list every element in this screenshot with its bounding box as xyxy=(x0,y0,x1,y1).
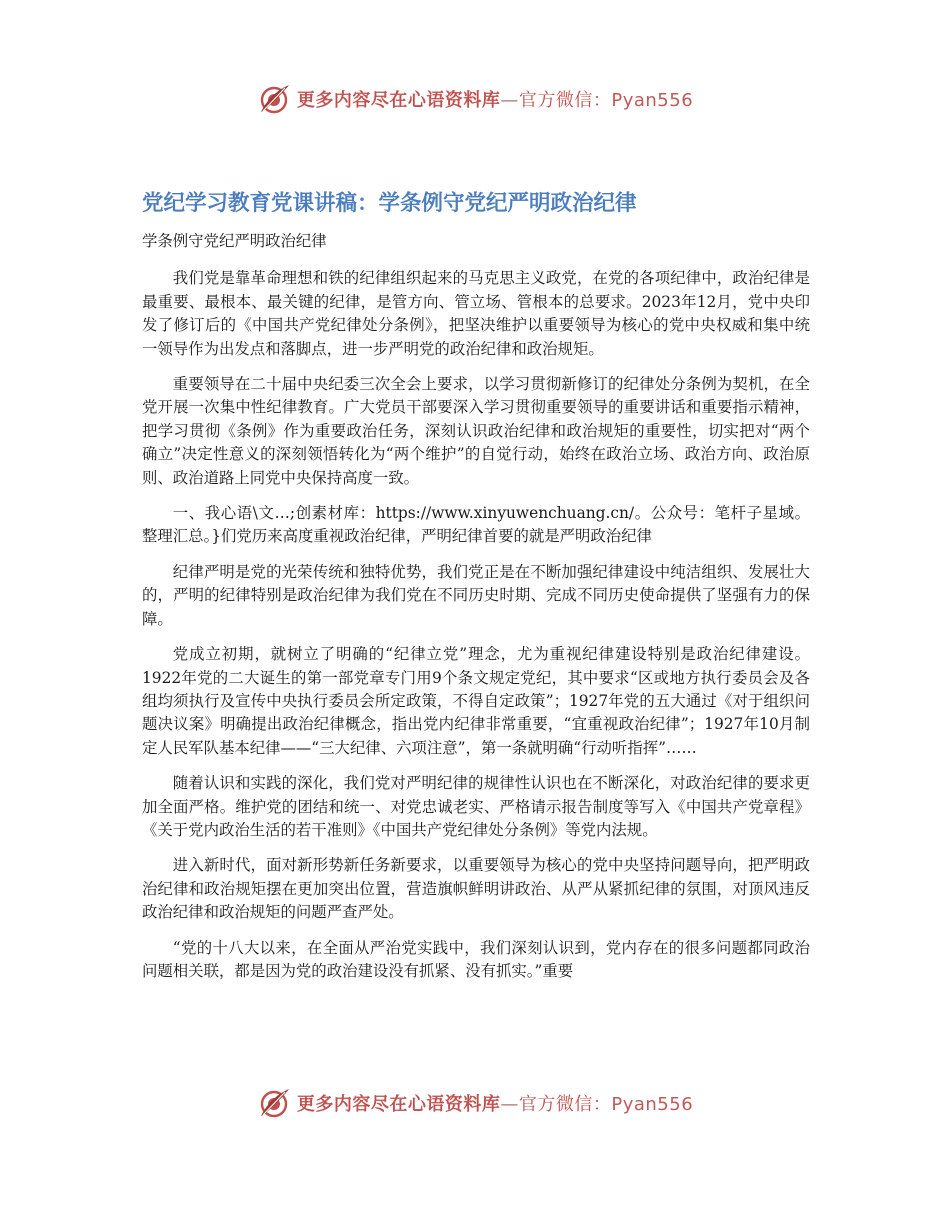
banner-dash: — xyxy=(500,90,519,111)
header-banner xyxy=(0,82,950,116)
footer-banner xyxy=(0,1086,950,1120)
document-title: 党纪学习教育党课讲稿：学条例守党纪严明政治纪律 xyxy=(142,191,637,216)
banner-wechat-label: 官方微信： xyxy=(518,1094,612,1115)
paragraph: “党的十八大以来，在全面从严治党实践中，我们深刻认识到，党内存在的很多问题都同政治问题相关联，都是因为党的政治建设没有抓紧、没有抓实。”重要 xyxy=(142,938,810,980)
document-body xyxy=(142,230,810,995)
paragraph: 随着认识和实践的深化，我们党对严明纪律的规律性认识也在不断深化，对政治纪律的要求更加全面严格。维护党的团结和统一、对党忠诚老实、严格请示报告制度等写入《中国共产党章程》《关于党内政治生活的若干准则》《中国共产党纪律处分条例》等党内法规。 xyxy=(142,774,810,839)
banner-wechat-label: 官方微信： xyxy=(518,90,612,111)
feather-pen-seal-icon xyxy=(257,82,291,116)
feather-pen-seal-icon xyxy=(257,1086,291,1120)
paragraph: 党成立初期，就树立了明确的“纪律立党”理念，尤为重视纪律建设特别是政治纪律建设。1922年党的二大诞生的第一部党章专门用9个条文规定党纪，其中要求“区或地方执行委员会及各组均须执行及宣传中央执行委员会所定政策，不得自定政策”；1927年党的五大通过《对于组织问题决议案》明确提出政治纪律概念，指出党内纪律非常重要，“宜重视政治纪律”；1927年10月制定人民军队基本纪律——“三大纪律、六项注意”，第一条就明确“行动听指挥”…… xyxy=(142,645,810,757)
paragraph: 纪律严明是党的光荣传统和独特优势，我们党正是在不断加强纪律建设中纯洁组织、发展壮大的，严明的纪律特别是政治纪律为我们党在不同历史时期、完成不同历史使命提供了坚强有力的保障。 xyxy=(142,562,810,628)
banner-main-text: 更多内容尽在心语资料库 xyxy=(296,1094,501,1115)
paragraph: 进入新时代，面对新形势新任务新要求，以重要领导为核心的党中央坚持问题导向，把严明政治纪律和政治规矩摆在更加突出位置，营造旗帜鲜明讲政治、从严从紧抓纪律的氛围，对顶风违反政治纪律和政治规矩的问题严查严处。 xyxy=(142,856,810,922)
paragraph: 重要领导在二十届中央纪委三次全会上要求，以学习贯彻新修订的纪律处分条例为契机，在全党开展一次集中性纪律教育。广大党员干部要深入学习贯彻重要领导的重要讲话和重要指示精神，把学习贯彻《条例》作为重要政治任务，深刻认识政治纪律和政治规矩的重要性，切实把对“两个确立”决定性意义的深刻领悟转化为“两个维护”的自觉行动，始终在政治立场、政治方向、政治原则、政治道路上同党中央保持高度一致。 xyxy=(142,375,810,487)
banner-text xyxy=(297,86,693,112)
banner-main-text: 更多内容尽在心语资料库 xyxy=(296,90,501,111)
paragraph: 一、我心语\文…;创素材库：https://www.xinyuwenchuang.cn/。公众号：笔杆子星域。整理汇总。}们党历来高度重视政治纪律，严明纪律首要的就是严明政治纪律 xyxy=(142,504,810,546)
document-subtitle: 学条例守党纪严明政治纪律 xyxy=(142,232,327,250)
banner-wechat-id: Pyan556 xyxy=(611,90,694,111)
banner-wechat-id: Pyan556 xyxy=(611,1094,694,1115)
banner-text xyxy=(297,1090,693,1116)
paragraph: 我们党是靠革命理想和铁的纪律组织起来的马克思主义政党，在党的各项纪律中，政治纪律是最重要、最根本、最关键的纪律，是管方向、管立场、管根本的总要求。2023年12月，党中央印发了修订后的《中国共产党纪律处分条例》，把坚决维护以重要领导为核心的党中央权威和集中统一领导作为出发点和落脚点，进一步严明党的政治纪律和政治规矩。 xyxy=(142,269,810,358)
banner-dash: — xyxy=(500,1094,519,1115)
